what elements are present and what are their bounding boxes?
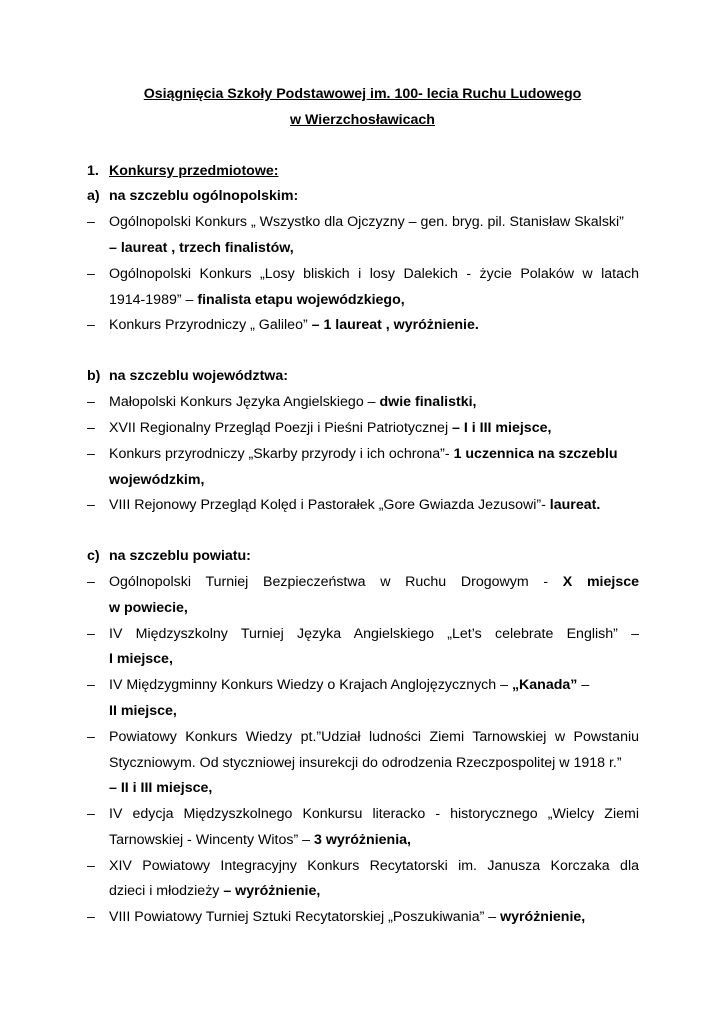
item-text: VIII Rejonowy Przegląd Kolęd i Pastorałek „Gore Gwiazda Jezusowi”- (109, 497, 550, 513)
item-text: XVII Regionalny Przegląd Poezji i Pieśni Patriotycznej (109, 420, 453, 436)
item-text: Tarnowskiej - Wincenty Witos” – (109, 832, 314, 848)
item-text: Konkurs przyrodniczy „Skarby przyrody i ich ochrona”- (109, 446, 454, 462)
list-item (109, 572, 639, 592)
item-result: finalista etapu wojewódzkiego, (197, 292, 405, 308)
list-item-continuation (109, 881, 320, 901)
document-title-line2: w Wierzchosławicach (290, 112, 435, 128)
bullet-dash: – (87, 858, 95, 874)
section-heading: Konkursy przedmiotowe: (109, 163, 279, 179)
bullet-dash: – (87, 806, 95, 822)
list-item-continuation (109, 830, 411, 850)
bullet-dash: – (87, 626, 95, 642)
section-number: 1. (87, 163, 99, 179)
item-result: – I i III miejsce, (452, 420, 552, 436)
bullet-dash: – (87, 394, 95, 410)
item-result: – 1 laureat , wyróżnienie. (311, 317, 479, 333)
bullet-dash: – (87, 677, 95, 693)
item-result: 3 wyróżnienia, (313, 832, 411, 848)
subsection-b-letter: b) (87, 368, 101, 384)
list-item: XIV Powiatowy Integracyjny Konkurs Recytatorski im. Janusza Korczaka dla (109, 858, 639, 874)
list-item: Ogólnopolski Konkurs „Losy bliskich i losy Dalekich - życie Polaków w latach (109, 266, 639, 282)
list-item (109, 418, 551, 438)
subsection-c-heading: na szczeblu powiatu: (109, 548, 251, 564)
list-item-continuation: w powiecie, (109, 600, 188, 616)
list-item (109, 392, 476, 412)
item-result: laureat. (549, 497, 601, 513)
bullet-dash: – (87, 317, 95, 333)
list-item (109, 444, 618, 464)
item-text: Ogólnopolski Turniej Bezpieczeństwa w Ruchu Drogowym - (109, 574, 563, 590)
list-item-continuation: – laureat , trzech finalistów, (109, 240, 294, 256)
list-item (109, 675, 589, 695)
list-item: IV edycja Międzyszkolnego Konkursu literacko - historycznego „Wielcy Ziemi (109, 806, 639, 822)
subsection-a-heading: na szczeblu ogólnopolskim: (109, 188, 299, 204)
item-text: Małopolski Konkurs Języka Angielskiego – (109, 394, 380, 410)
bullet-dash: – (87, 909, 95, 925)
subsection-a-letter: a) (87, 188, 100, 204)
list-item-continuation: wojewódzkim, (109, 472, 205, 488)
document-title-line1: Osiągnięcia Szkoły Podstawowej im. 100- lecia Ruchu Ludowego (143, 86, 582, 102)
item-result: „Kanada” (511, 677, 578, 693)
item-result: X miejsce (562, 574, 639, 590)
list-item (109, 315, 479, 335)
subsection-b-heading: na szczeblu województwa: (109, 368, 288, 384)
item-text: 1914-1989” – (109, 292, 198, 308)
bullet-dash: – (87, 574, 95, 590)
list-item (109, 907, 585, 927)
list-item-continuation: Styczniowym. Od styczniowej insurekcji do odrodzenia Rzeczpospolitej w 1918 r.” (109, 755, 622, 771)
list-item: Powiatowy Konkurs Wiedzy pt.”Udział ludności Ziemi Tarnowskiej w Powstaniu (109, 729, 639, 745)
list-item-continuation: II miejsce, (109, 703, 177, 719)
bullet-dash: – (87, 266, 95, 282)
item-result: 1 uczennica na szczeblu (453, 446, 618, 462)
item-result: – wyróżnienie, (223, 883, 321, 899)
list-item: IV Międzyszkolny Turniej Języka Angielskiego „Let’s celebrate English” – (109, 626, 639, 642)
list-item-continuation: – II i III miejsce, (109, 780, 213, 796)
subsection-c-letter: c) (87, 548, 100, 564)
item-text: dzieci i młodzieży (109, 883, 224, 899)
list-item: Ogólnopolski Konkurs „ Wszystko dla Ojczyzny – gen. bryg. pil. Stanisław Skalski” (109, 214, 624, 230)
list-item (109, 495, 600, 515)
bullet-dash: – (87, 420, 95, 436)
bullet-dash: – (87, 214, 95, 230)
bullet-dash: – (87, 497, 95, 513)
list-item-continuation (109, 290, 405, 310)
item-result: dwie finalistki, (379, 394, 477, 410)
bullet-dash: – (87, 729, 95, 745)
list-item-continuation: I miejsce, (109, 651, 173, 667)
item-text-end: – (577, 677, 590, 693)
item-text: Konkurs Przyrodniczy „ Galileo” (109, 317, 312, 333)
item-text: VIII Powiatowy Turniej Sztuki Recytatorskiej „Poszukiwania” – (109, 909, 501, 925)
item-result: wyróżnienie, (500, 909, 586, 925)
item-text: IV Międzygminny Konkurs Wiedzy o Krajach Anglojęzycznych – (109, 677, 512, 693)
bullet-dash: – (87, 446, 95, 462)
